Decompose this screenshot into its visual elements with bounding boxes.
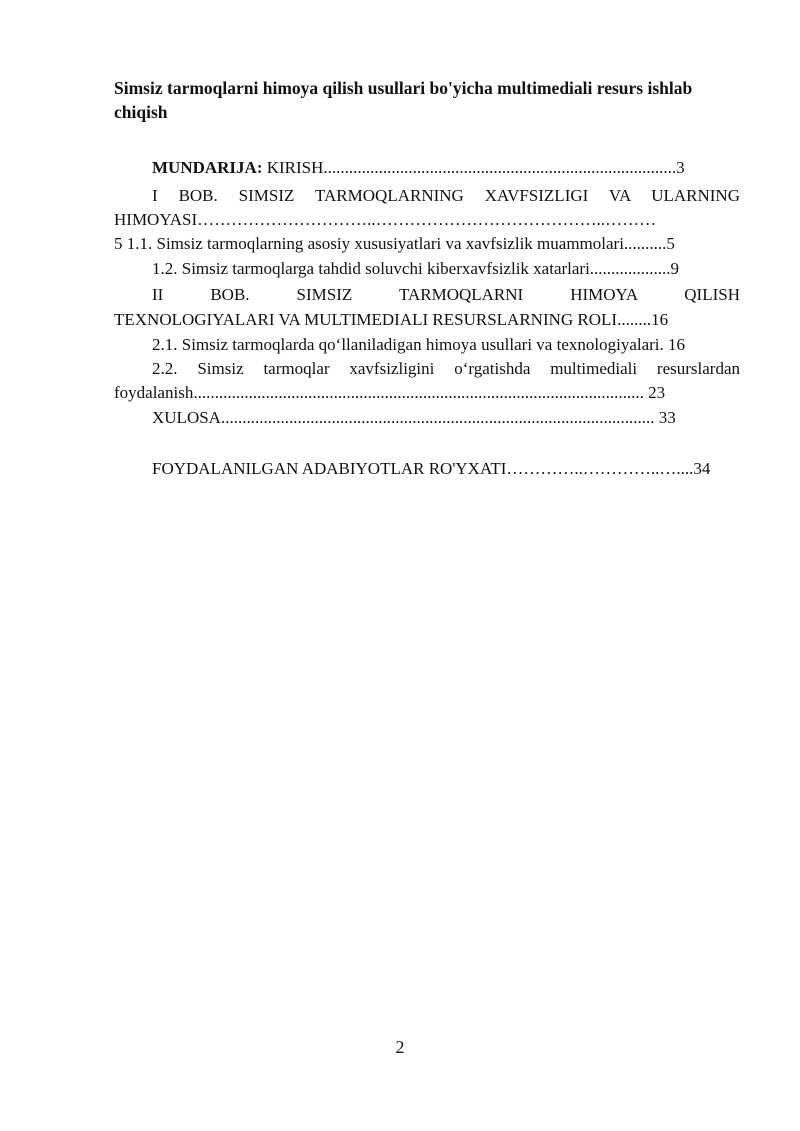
toc-entry-2-1: 2.1. Simsiz tarmoqlarda qo‘llaniladigan himoya usullari va texnologiyalari. 16 <box>152 335 686 354</box>
toc-entry-chapter2-cont: TEXNOLOGIYALARI VA MULTIMEDIALI RESURSLARNING ROLI........16 <box>114 310 669 329</box>
document-title: Simsiz tarmoqlarni himoya qilish usullari bo'yicha multimediali resurs ishlab chiqish <box>114 78 693 122</box>
page-number: 2 <box>395 1037 405 1057</box>
toc-entry-2-2: 2.2. Simsiz tarmoqlar xavfsizligini o‘rgatishda multimediali resurslardan <box>152 359 740 378</box>
toc-entry-1-1: 5 1.1. Simsiz tarmoqlarning asosiy xususiyatlari va xavfsizlik muammolari..........5 <box>114 234 675 253</box>
toc-entry-references: FOYDALANILGAN ADABIYOTLAR RO'YXATI…………..…………..…....34 <box>152 459 711 478</box>
toc-intro-line <box>152 157 738 179</box>
toc-heading: MUNDARIJA: <box>152 158 263 177</box>
toc-entry-chapter1-cont: HIMOYASI…………………………..…………………………………..……… <box>114 210 657 229</box>
toc-entry-2-2-cont: foydalanish.......................................................................................................... 23 <box>114 383 666 402</box>
toc-entry-chapter1: I BOB. SIMSIZ TARMOQLARNING XAVFSIZLIGI VA ULARNING <box>152 186 740 205</box>
toc-entry-conclusion: XULOSA...................................................................................................... 33 <box>152 408 676 427</box>
toc-entry-chapter2: II BOB. SIMSIZ TARMOQLARNI HIMOYA QILISH <box>152 285 740 304</box>
toc-entry-1-2: 1.2. Simsiz tarmoqlarga tahdid soluvchi kiberxavfsizlik xatarlari...................9 <box>152 259 680 278</box>
toc-entry-intro: KIRISH...................................................................................3 <box>266 158 685 177</box>
